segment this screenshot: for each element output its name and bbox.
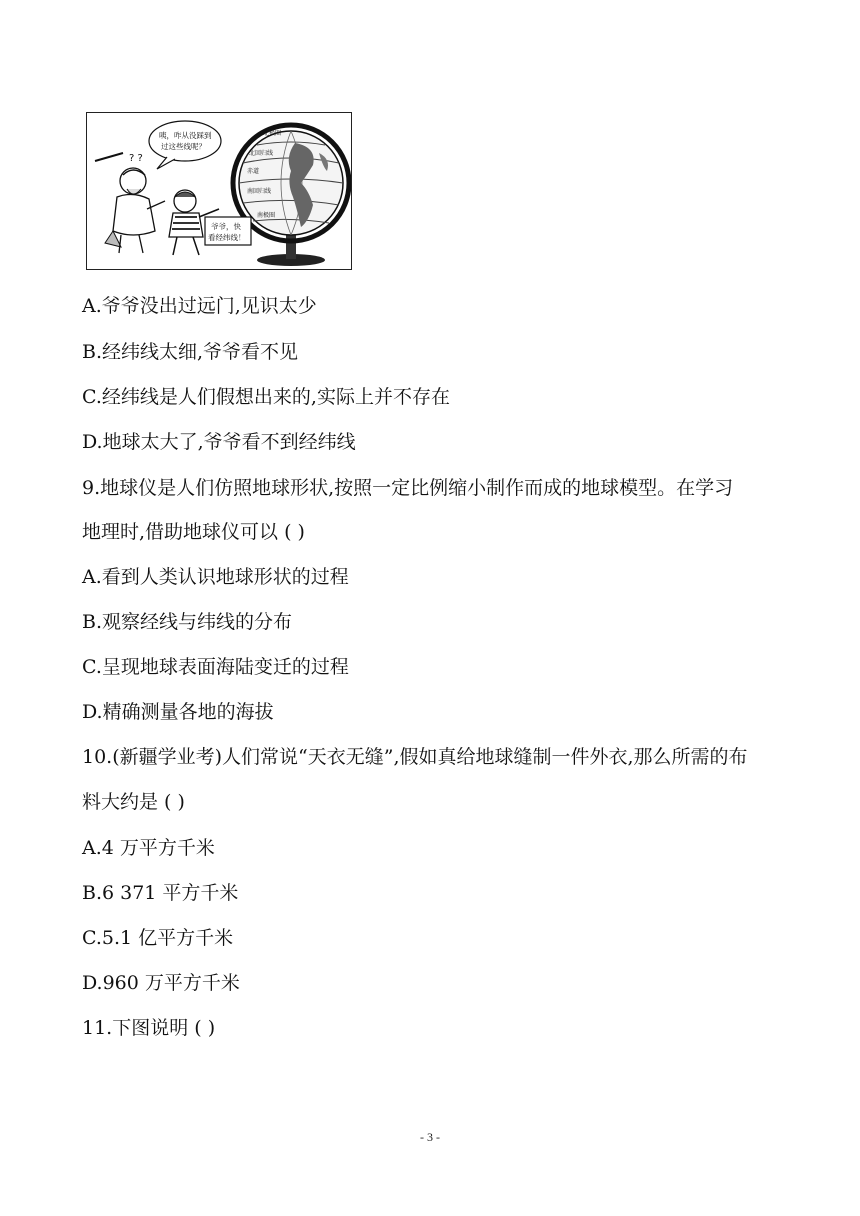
q11-stem: 11.下图说明 ( ): [82, 1017, 216, 1039]
q10-option-a: A.4 万平方千米: [82, 837, 215, 859]
q9-option-a: A.看到人类认识地球形状的过程: [82, 566, 349, 588]
q10-stem-line2: 料大约是 ( ): [82, 791, 185, 813]
q10-option-c: C.5.1 亿平方千米: [82, 927, 234, 949]
child-pointing-arm: [199, 209, 219, 217]
q10-stem-line1: 10.(新疆学业考)人们常说“天衣无缝”,假如真给地球缝制一件外衣,那么所需的布: [82, 746, 748, 768]
globe-label-equator: 赤道: [247, 168, 260, 175]
grandpa-speech-bubble: [149, 121, 221, 161]
child-legs: [173, 237, 199, 255]
q9-stem-line1: 9.地球仪是人们仿照地球形状,按照一定比例缩小制作而成的地球模型。在学习: [82, 477, 734, 499]
page-number: - 3 -: [420, 1130, 440, 1144]
globe-label-arctic: 北极圈: [263, 130, 282, 137]
pipe: [95, 153, 123, 161]
cartoon-illustration: [86, 112, 352, 270]
q8-option-c: C.经纬线是人们假想出来的,实际上并不存在: [82, 386, 450, 408]
child-speech-line1: 爷爷，快: [211, 222, 241, 231]
globe-label-tropic-capricorn: 南回归线: [247, 188, 272, 195]
q9-option-b: B.观察经线与纬线的分布: [82, 611, 293, 633]
q10-option-b: B.6 371 平方千米: [82, 882, 239, 904]
q8-option-d: D.地球太大了,爷爷看不到经纬线: [82, 431, 356, 453]
grandpa-legs: [119, 235, 143, 253]
question-marks: ? ?: [129, 153, 143, 164]
cartoon-drawing: [87, 113, 351, 269]
globe-label-tropic-cancer: 北回归线: [249, 150, 274, 157]
q10-option-d: D.960 万平方千米: [82, 972, 240, 994]
globe-label-antarctic: 南极圈: [257, 212, 276, 219]
child-speech-line2: 看经纬线！: [208, 233, 246, 242]
q8-option-b: B.经纬线太细,爷爷看不见: [82, 341, 299, 363]
grandpa-body: [113, 194, 155, 235]
q9-option-d: D.精确测量各地的海拔: [82, 701, 274, 723]
grandpa-speech-line1: 咦，咋从没踩到: [159, 131, 212, 140]
q9-stem-line2: 地理时,借助地球仪可以 ( ): [82, 521, 305, 543]
grandpa-speech-line2: 过这些线呢？: [161, 142, 206, 151]
q9-option-c: C.呈现地球表面海陆变迁的过程: [82, 656, 349, 678]
q8-option-a: A.爷爷没出过远门,见识太少: [82, 295, 317, 317]
speech-bubble-tail: [157, 157, 175, 169]
